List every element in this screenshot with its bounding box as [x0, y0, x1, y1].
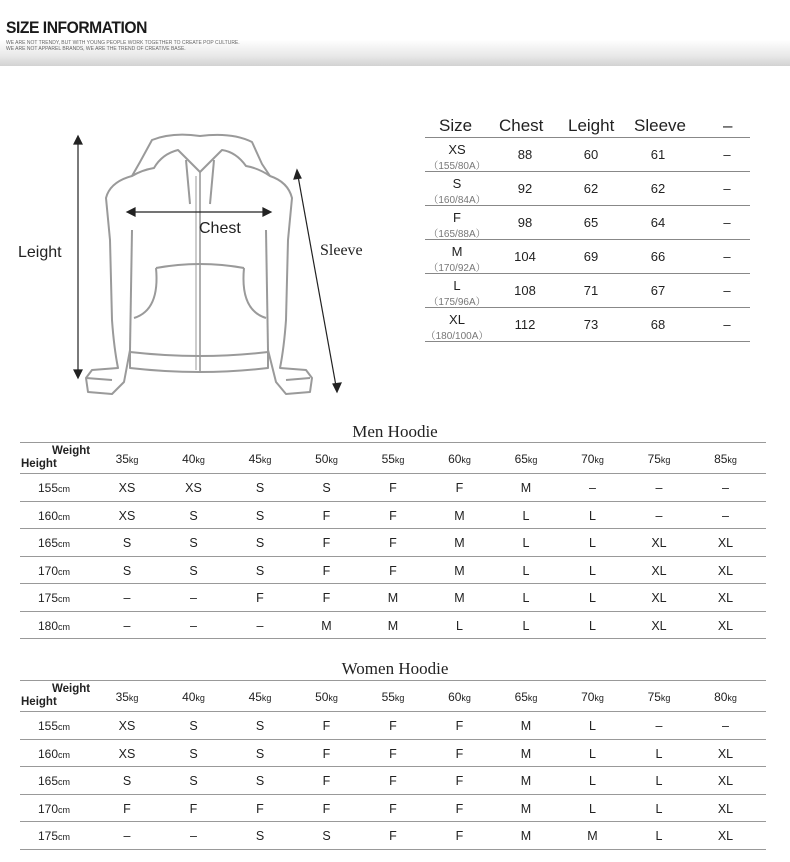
size-cell: L — [522, 618, 530, 633]
size-cell: F — [389, 536, 397, 550]
weight-header-cell — [102, 690, 152, 704]
spec-chest-value: 112 — [514, 317, 536, 332]
weight-unit: kg — [261, 693, 272, 703]
page-title: SIZE INFORMATION — [6, 18, 147, 37]
size-cell: S — [255, 536, 265, 550]
spec-header-sleeve: Sleeve — [634, 116, 686, 135]
weight-header-cell — [501, 452, 551, 466]
spec-size: XL — [449, 312, 465, 327]
spec-header-extra: – — [723, 116, 733, 135]
height-value: 160 — [38, 746, 59, 761]
size-cell: S — [189, 508, 198, 523]
height-cell — [38, 481, 70, 495]
size-cell: – — [655, 508, 663, 523]
size-cell: – — [123, 618, 131, 633]
size-cell: XL — [717, 829, 734, 843]
spec-sleeve-value: 64 — [650, 215, 666, 230]
spec-sleeve-value: 68 — [650, 317, 666, 332]
women-header-row — [20, 680, 766, 712]
size-cell: F — [455, 481, 464, 495]
size-cell: S — [255, 829, 265, 843]
spec-sleeve-value: 62 — [650, 181, 666, 196]
weight-header-cell — [435, 452, 485, 466]
weight-value: 65 — [514, 452, 528, 466]
height-unit: cm — [58, 621, 71, 632]
size-cell: M — [587, 829, 598, 843]
size-cell: S — [122, 774, 132, 788]
spec-header-leight: Leight — [568, 116, 615, 135]
size-cell: F — [322, 563, 331, 578]
chest-label: Chest — [199, 220, 241, 237]
spec-sleeve-value: 66 — [650, 249, 666, 264]
size-cell: M — [520, 481, 532, 495]
spec-leight-value: 71 — [583, 283, 599, 298]
weight-unit: kg — [394, 455, 405, 465]
weight-value: 40 — [182, 452, 196, 466]
spec-leight-value: 60 — [583, 147, 599, 162]
header-band — [0, 0, 790, 66]
height-cell — [38, 619, 70, 633]
height-cell — [38, 747, 70, 761]
size-cell: F — [389, 508, 397, 523]
size-cell: L — [522, 508, 530, 523]
size-cell: F — [256, 801, 264, 816]
weight-unit: kg — [328, 455, 338, 465]
spec-chest-value: 92 — [517, 181, 533, 196]
height-value: 165 — [38, 536, 59, 550]
men-hoodie-table — [20, 442, 766, 639]
weight-label: Weight — [52, 445, 91, 457]
height-cell — [38, 774, 70, 788]
size-cell: S — [322, 481, 331, 495]
size-cell: – — [123, 829, 131, 843]
size-cell: – — [256, 618, 264, 633]
spec-size: XS — [448, 142, 466, 157]
table-row — [20, 584, 766, 612]
spec-row — [425, 172, 750, 206]
weight-header-cell — [368, 452, 418, 466]
size-cell: S — [189, 719, 198, 733]
size-cell: XL — [651, 563, 667, 578]
height-cell — [38, 591, 70, 605]
spec-size: F — [453, 210, 461, 225]
size-cell: F — [189, 801, 198, 816]
weight-unit: kg — [328, 693, 338, 703]
height-value: 170 — [38, 563, 59, 578]
table-row — [20, 795, 766, 823]
size-cell: M — [454, 536, 465, 550]
spec-leight-value: 73 — [583, 317, 599, 332]
spec-size: M — [451, 244, 463, 259]
size-cell: XL — [717, 746, 734, 761]
size-cell: F — [389, 481, 397, 495]
weight-unit: kg — [594, 693, 604, 703]
spec-header-row — [425, 110, 750, 138]
weight-unit: kg — [128, 693, 139, 703]
header-tagline — [6, 40, 306, 52]
weight-value: 60 — [448, 690, 462, 704]
table-row — [20, 557, 766, 585]
size-cell: L — [522, 536, 530, 550]
size-cell: F — [455, 774, 464, 788]
size-cell: F — [322, 719, 331, 733]
size-cell: M — [520, 829, 532, 843]
height-value: 175 — [38, 591, 59, 605]
weight-value: 70 — [581, 690, 595, 704]
table-row — [20, 502, 766, 530]
size-cell: XS — [185, 481, 202, 495]
size-cell: M — [387, 591, 399, 605]
size-cell: M — [387, 618, 399, 633]
size-cell: F — [322, 774, 331, 788]
weight-value: 50 — [315, 690, 329, 704]
height-cell — [38, 564, 70, 578]
table-row — [20, 529, 766, 557]
weight-header-cell — [634, 690, 684, 704]
weight-unit: kg — [660, 455, 671, 465]
weight-value: 45 — [248, 452, 262, 466]
size-cell: S — [189, 563, 198, 578]
sleeve-label: Sleeve — [320, 242, 363, 259]
size-cell: M — [321, 618, 332, 633]
spec-chest-value: 108 — [514, 283, 536, 298]
size-cell: XL — [717, 563, 734, 578]
size-cell: XL — [651, 536, 667, 550]
size-cell: F — [455, 719, 464, 733]
size-cell: M — [520, 774, 532, 788]
height-unit: cm — [58, 566, 71, 577]
men-header-row — [20, 442, 766, 474]
weight-unit: kg — [195, 693, 205, 703]
size-cell: L — [589, 801, 596, 816]
size-cell: L — [589, 591, 596, 605]
size-cell: – — [722, 719, 729, 733]
size-cell: F — [455, 829, 464, 843]
spec-extra-value: – — [723, 249, 731, 264]
size-cell: – — [190, 618, 197, 633]
women-hoodie-title: Women Hoodie — [341, 659, 449, 678]
spec-extra-value: – — [723, 147, 731, 162]
size-cell: – — [190, 829, 197, 843]
weight-value: 35 — [115, 452, 129, 466]
weight-unit: kg — [527, 693, 538, 703]
size-cell: S — [255, 481, 265, 495]
size-cell: L — [522, 563, 530, 578]
weight-label: Weight — [52, 683, 91, 695]
height-unit: cm — [58, 804, 71, 815]
men-hoodie-title: Men Hoodie — [352, 422, 438, 441]
weight-unit: kg — [261, 455, 272, 465]
size-cell: – — [655, 719, 663, 733]
size-cell: XL — [651, 618, 667, 633]
weight-value: 70 — [581, 452, 595, 466]
weight-header-cell — [102, 452, 152, 466]
size-cell: L — [655, 774, 663, 788]
height-unit: cm — [58, 832, 71, 842]
spec-size-code: （175/96A） — [428, 297, 486, 308]
size-cell: F — [389, 774, 397, 788]
size-cell: F — [322, 801, 331, 816]
weight-header-cell — [235, 452, 285, 466]
weight-header-cell — [368, 690, 418, 704]
size-cell: – — [655, 481, 663, 495]
size-cell: M — [454, 563, 465, 578]
height-unit: cm — [58, 539, 71, 549]
size-cell: S — [255, 774, 265, 788]
hoodie-illustration — [0, 120, 400, 420]
weight-value: 55 — [381, 452, 395, 466]
weight-value: 40 — [182, 690, 196, 704]
weight-header-cell — [568, 452, 618, 466]
weight-unit: kg — [660, 693, 671, 703]
weight-header-cell — [435, 690, 485, 704]
size-cell: L — [522, 591, 530, 605]
spec-header-chest: Chest — [499, 116, 544, 135]
weight-value: 45 — [248, 690, 262, 704]
weight-unit: kg — [195, 455, 205, 465]
spec-sleeve-value: 61 — [650, 147, 666, 162]
size-cell: F — [256, 591, 264, 605]
height-label: Height — [21, 696, 57, 708]
height-unit: cm — [58, 511, 71, 522]
size-cell: XL — [717, 801, 734, 816]
tagline-line-2: WE ARE NOT APPAREL BRANDS, WE ARE THE TREND OF CREATIVE BASE. — [6, 46, 186, 52]
spec-row — [425, 308, 750, 342]
size-cell: S — [122, 563, 132, 578]
size-spec-table — [425, 110, 750, 342]
weight-value: 80 — [714, 690, 728, 704]
size-cell: XL — [651, 591, 667, 605]
size-cell: – — [722, 508, 729, 523]
spec-size-code: （165/88A） — [428, 229, 486, 240]
weight-header-cell — [501, 690, 551, 704]
spec-sleeve-value: 67 — [650, 283, 666, 298]
size-cell: S — [189, 774, 198, 788]
size-cell: F — [389, 563, 397, 578]
weight-value: 85 — [714, 452, 728, 466]
size-cell: L — [589, 563, 596, 578]
size-cell: S — [255, 563, 265, 578]
height-cell — [38, 829, 70, 843]
weight-unit: kg — [727, 693, 737, 703]
size-cell: M — [520, 746, 532, 761]
size-cell: F — [389, 746, 397, 761]
size-cell: M — [520, 801, 532, 816]
height-unit: cm — [58, 777, 71, 787]
size-cell: S — [189, 536, 198, 550]
size-cell: XS — [118, 481, 136, 495]
size-cell: L — [589, 774, 596, 788]
size-cell: L — [589, 508, 596, 523]
weight-value: 50 — [315, 452, 329, 466]
size-cell: F — [322, 508, 331, 523]
size-cell: S — [255, 719, 265, 733]
weight-unit: kg — [527, 455, 538, 465]
size-cell: F — [455, 746, 464, 761]
size-cell: M — [520, 719, 532, 733]
height-value: 160 — [38, 508, 59, 523]
size-cell: L — [589, 536, 596, 550]
spec-leight-value: 69 — [583, 249, 599, 264]
height-unit: cm — [58, 484, 71, 494]
table-row — [20, 822, 766, 850]
size-cell: F — [455, 801, 464, 816]
spec-header-size: Size — [439, 116, 473, 135]
spec-extra-value: – — [723, 317, 731, 332]
weight-value: 55 — [381, 690, 395, 704]
size-cell: M — [454, 508, 465, 523]
weight-header-cell — [169, 690, 219, 704]
height-value: 165 — [38, 774, 59, 788]
size-cell: F — [389, 801, 397, 816]
size-cell: L — [589, 618, 596, 633]
size-cell: XL — [717, 591, 734, 605]
height-unit: cm — [58, 594, 71, 604]
spec-size: S — [452, 176, 462, 191]
size-cell: S — [255, 746, 265, 761]
height-value: 170 — [38, 801, 59, 816]
height-value: 180 — [38, 618, 59, 633]
table-row — [20, 740, 766, 768]
leight-label: Leight — [18, 244, 62, 261]
height-unit: cm — [58, 722, 71, 732]
spec-row — [425, 274, 750, 308]
size-cell: L — [655, 829, 663, 843]
size-cell: L — [655, 746, 663, 761]
height-cell — [38, 719, 70, 733]
size-cell: M — [454, 591, 465, 605]
weight-unit: kg — [461, 693, 471, 703]
spec-size-code: （170/92A） — [428, 263, 486, 274]
size-cell: XL — [717, 618, 734, 633]
spec-row — [425, 240, 750, 274]
size-cell: S — [189, 746, 198, 761]
weight-unit: kg — [128, 455, 139, 465]
size-cell: S — [322, 829, 331, 843]
spec-row — [425, 138, 750, 172]
spec-extra-value: – — [723, 181, 731, 196]
size-cell: XS — [118, 508, 136, 523]
table-row — [20, 612, 766, 640]
weight-header-cell — [302, 452, 352, 466]
weight-value: 60 — [448, 452, 462, 466]
weight-header-cell — [701, 690, 751, 704]
size-cell: F — [389, 719, 397, 733]
size-cell: F — [322, 536, 331, 550]
size-cell: F — [322, 746, 331, 761]
spec-leight-value: 62 — [583, 181, 599, 196]
tagline-line-1: WE ARE NOT TRENDY, BUT WITH YOUNG PEOPLE WORK TOGETHER TO CREATE POP CULTURE. — [6, 40, 240, 46]
height-value: 155 — [38, 719, 59, 733]
size-cell: S — [255, 508, 265, 523]
weight-unit: kg — [461, 455, 471, 465]
spec-chest-value: 104 — [514, 249, 536, 264]
weight-header-cell — [302, 690, 352, 704]
hoodie-diagram — [0, 120, 400, 420]
size-cell: XS — [118, 719, 136, 733]
weight-value: 65 — [514, 690, 528, 704]
size-cell: – — [722, 481, 729, 495]
size-cell: XS — [118, 746, 136, 761]
weight-header-cell — [169, 452, 219, 466]
weight-header-cell — [235, 690, 285, 704]
weight-unit: kg — [394, 693, 405, 703]
weight-header-cell — [634, 452, 684, 466]
weight-value: 75 — [647, 452, 661, 466]
table-row — [20, 712, 766, 740]
weight-value: 35 — [115, 690, 129, 704]
spec-size-code: （160/84A） — [428, 195, 486, 206]
spec-extra-value: – — [723, 215, 731, 230]
height-value: 175 — [38, 829, 59, 843]
height-label: Height — [21, 458, 57, 470]
weight-unit: kg — [727, 455, 737, 465]
size-cell: L — [589, 719, 596, 733]
size-cell: F — [322, 591, 331, 605]
height-cell — [38, 802, 70, 816]
height-value: 155 — [38, 481, 59, 495]
table-row — [20, 474, 766, 502]
size-cell: L — [589, 746, 596, 761]
size-cell: XL — [717, 774, 734, 788]
height-cell — [38, 536, 70, 550]
size-cell: – — [123, 591, 131, 605]
spec-size-code: （155/80A） — [428, 161, 486, 172]
spec-size-code: （180/100A） — [425, 331, 489, 342]
weight-unit: kg — [594, 455, 604, 465]
height-unit: cm — [58, 749, 71, 760]
spec-chest-value: 88 — [517, 147, 533, 162]
size-cell: – — [589, 481, 596, 495]
size-cell: L — [655, 801, 663, 816]
spec-size: L — [453, 278, 461, 293]
spec-extra-value: – — [723, 283, 731, 298]
size-cell: F — [123, 801, 131, 816]
table-row — [20, 767, 766, 795]
size-cell: F — [389, 829, 397, 843]
weight-header-cell — [701, 452, 751, 466]
size-cell: L — [456, 618, 463, 633]
height-cell — [38, 509, 70, 523]
weight-header-cell — [568, 690, 618, 704]
size-cell: – — [190, 591, 197, 605]
spec-leight-value: 65 — [583, 215, 599, 230]
weight-value: 75 — [647, 690, 661, 704]
spec-row — [425, 206, 750, 240]
size-cell: XL — [717, 536, 734, 550]
spec-chest-value: 98 — [517, 215, 533, 230]
women-hoodie-table — [20, 680, 766, 850]
size-cell: S — [122, 536, 132, 550]
